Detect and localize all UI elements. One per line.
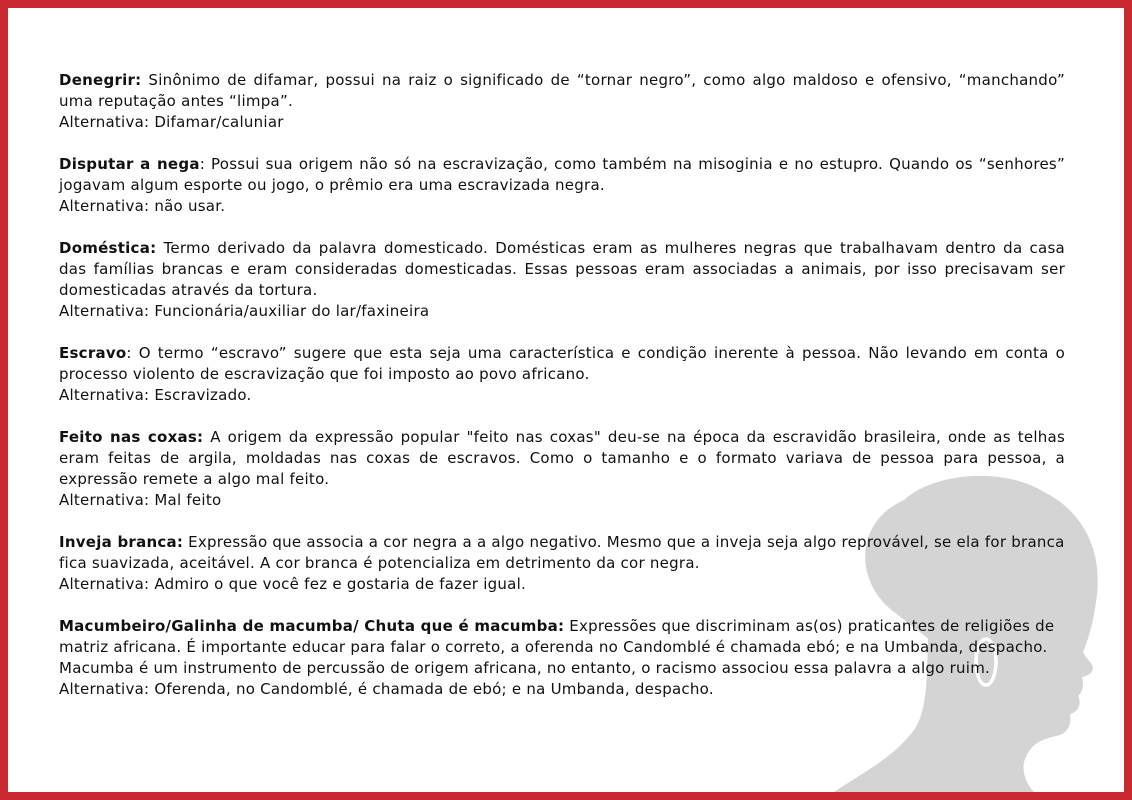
entry-macumbeiro [59, 616, 1065, 700]
entry-definition [59, 154, 1065, 196]
entry-text: Expressão que associa a cor negra a a algo negativo. Mesmo que a inveja seja algo reprovável, se ela for branca fica suavizada, aceitável. A cor branca é potencializa em detrimento da cor negra. [59, 533, 1065, 572]
entry-text: Expressões que discriminam as(os) praticantes de religiões de matriz africana. É importante educar para falar o correto, a oferenda no Candomblé é chamada ebó; e na Umbanda, despacho. Macumba é um instrumento de percussão de origem africana, no entanto, o racismo associou essa palavra a algo ruim. [59, 617, 1055, 677]
entry-text: Sinônimo de difamar, possui na raiz o significado de “tornar negro”, como algo maldoso e ofensivo, “manchando” uma reputação antes “limpa”. [59, 71, 1065, 110]
entry-alternative: Alternativa: Oferenda, no Candomblé, é chamada de ebó; e na Umbanda, despacho. [59, 680, 714, 698]
entry-alternative: Alternativa: Mal feito [59, 491, 222, 509]
entry-text: : Possui sua origem não só na escravização, como também na misoginia e no estupro. Quando os “senhores” jogavam algum esporte ou jogo, o prêmio era uma escravizada negra. [59, 155, 1066, 194]
glossary-content [59, 70, 1065, 721]
entry-term: Feito nas coxas: [59, 428, 204, 446]
entry-feito-nas-coxas [59, 427, 1065, 511]
entry-term: Macumbeiro/Galinha de macumba/ Chuta que é macumba: [59, 617, 565, 635]
entry-text: Termo derivado da palavra domesticado. Domésticas eram as mulheres negras que trabalhavam dentro da casa das famílias brancas e eram consideradas domesticadas. Essas pessoas eram associadas a animais, por isso precisavam ser domesticadas através da tortura. [59, 239, 1065, 299]
entry-term: Disputar a nega [59, 155, 200, 173]
entry-inveja-branca [59, 532, 1065, 595]
entry-term: Escravo [59, 344, 127, 362]
entry-definition [59, 70, 1065, 112]
entry-escravo [59, 343, 1065, 406]
entry-text: : O termo “escravo” sugere que esta seja uma característica e condição inerente à pessoa. Não levando em conta o processo violento de escravização que foi imposto ao povo africano. [59, 344, 1065, 383]
entry-alternative: Alternativa: Funcionária/auxiliar do lar/faxineira [59, 302, 430, 320]
entry-alternative: Alternativa: Difamar/caluniar [59, 113, 284, 131]
entry-alternative: Alternativa: Escravizado. [59, 386, 252, 404]
entry-disputar-a-nega [59, 154, 1065, 217]
entry-definition [59, 238, 1065, 301]
entry-alternative: Alternativa: Admiro o que você fez e gostaria de fazer igual. [59, 575, 527, 593]
entry-domestica [59, 238, 1065, 322]
entry-definition [59, 616, 1065, 679]
entry-term: Denegrir: [59, 71, 142, 89]
entry-text: A origem da expressão popular "feito nas coxas" deu-se na época da escravidão brasileira, onde as telhas eram feitas de argila, moldadas nas coxas de escravos. Como o tamanho e o formato variava de pessoa para pessoa, a expressão remete a algo mal feito. [59, 428, 1066, 488]
entry-denegrir [59, 70, 1065, 133]
entry-definition [59, 532, 1065, 574]
entry-definition [59, 427, 1065, 490]
entry-definition [59, 343, 1065, 385]
entry-term: Doméstica: [59, 239, 157, 257]
entry-term: Inveja branca: [59, 533, 184, 551]
entry-alternative: Alternativa: não usar. [59, 197, 226, 215]
